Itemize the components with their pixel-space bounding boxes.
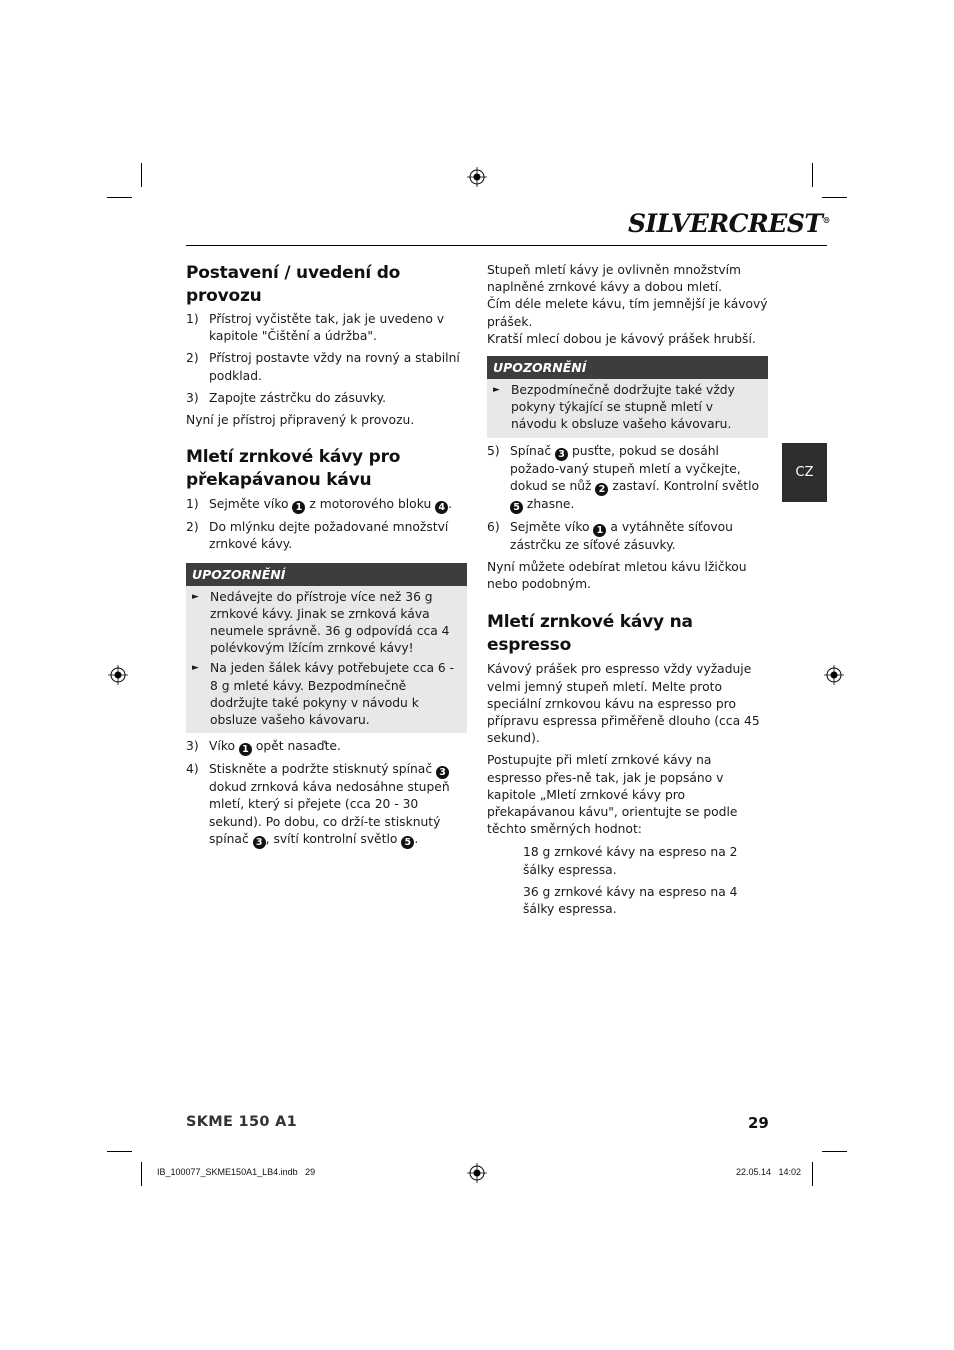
paragraph: Postupujte při mletí zrnkové kávy na espresso přes-ně tak, jak je popsáno v kapitole „Mletí zrnkové kávy pro překapávanou kávu", orientujte se podle těchto směrných hodnot: [487,753,738,837]
arrow-bullet-icon: ► [493,385,500,396]
list-text: Do mlýnku dejte požadované množství zrnkové kávy. [209,520,449,552]
list-number: 1) [186,312,199,326]
part-number-badge: 1 [593,524,606,537]
footer-model: SKME 150 A1 [186,1114,297,1130]
brand-registered-mark: ® [822,215,830,225]
list-text: Přístroj postavte vždy na rovný a stabilní podklad. [209,351,460,383]
text-span: Sejměte víko [510,519,590,534]
list-item [487,443,768,514]
list-number: 1) [186,497,199,512]
registration-mark-icon [824,665,844,685]
paragraph: Stupeň mletí kávy je ovlivněn množstvím naplněné zrnkové kávy a dobou mletí. [487,263,742,295]
crop-mark [812,163,813,187]
part-number-badge: 1 [239,743,252,756]
note-text: Nedávejte do přístroje více než 36 g zrnkové kávy. Jinak se zrnková káva neumele správně. 36 g odpovídá cca 4 polévkovým lžícím zrnkové kávy! [210,589,450,656]
guide-value: 18 g zrnkové kávy na espreso na 2 šálky espressa. [523,845,738,877]
arrow-bullet-icon: ► [192,663,199,674]
paragraph: Čím déle melete kávu, tím jemnější je kávový prášek. [487,297,768,329]
list-item [186,496,467,514]
list-number: 4) [186,762,199,777]
part-number-badge: 2 [595,483,608,496]
section-title-grinding [186,446,467,492]
part-number-badge: 4 [435,501,448,514]
warning-note-body [487,379,768,438]
header-rule [186,245,827,246]
left-column [186,262,467,849]
list-text: Zapojte zástrčku do zásuvky. [209,390,387,405]
text-span: Sejměte víko [209,497,289,512]
list-item [186,519,467,553]
list-number: 5) [487,443,500,458]
language-tab: CZ [782,443,827,502]
text-span: a vytáhněte síťovou zástrčku ze síťové zásuvky. [510,519,733,552]
text-span: dokud zrnková káva nedosáhne stupeň mletí, který si přejete (cca 20 - 30 sekund). Po dobu, co drží-te stisknutý spínač [209,780,450,846]
crop-mark [107,1151,132,1152]
warning-note-label: UPOZORNĚNÍ [186,563,467,586]
note-text: Bezpodmínečně dodržujte také vždy pokyny týkající se stupně mletí v návodu k obsluze vašeho kávovaru. [511,383,735,432]
paragraph: Nyní je přístroj připravený k provozu. [186,413,415,428]
list-text [209,761,467,849]
list-text [209,496,467,514]
list-item [186,390,467,407]
crop-mark [822,197,847,198]
paragraph: Kávový prášek pro espresso vždy vyžaduje velmi jemný stupeň mletí. Melte proto speciální zrnkovou kávu na espresso pro přípravu espressa přiměřeně dlouho (cca 45 sekund). [487,662,760,746]
list-text [209,738,467,756]
list-item [186,738,467,756]
list-number: 3) [186,390,199,405]
part-number-badge: 5 [401,836,414,849]
right-column [487,262,768,918]
crop-mark [141,163,142,187]
arrow-bullet-icon: ► [192,591,199,602]
text-span: Víko [209,739,236,754]
text-span: . [414,831,419,846]
text-span: , svítí kontrolní světlo [265,831,398,846]
note-bullet [493,382,762,434]
text-span: zhasne. [526,496,575,511]
section-title-setup: Postavení / uvedení do provozu [186,263,401,306]
part-number-badge: 1 [292,501,305,514]
brand-name: SILVERCREST [628,209,823,238]
text-span: opět nasaďte. [255,739,341,754]
page-number: 29 [748,1114,769,1132]
list-text [510,519,768,554]
paragraph: Kratší mlecí dobou je kávový prášek hrubší. [487,331,756,346]
title-line: překapávanou kávu [186,470,372,491]
note-bullet [192,589,461,658]
list-number: 6) [487,519,500,534]
text-span: Spínač [510,443,552,458]
section-title-espresso: Mletí zrnkové kávy na espresso [487,612,693,656]
registration-mark-icon [108,665,128,685]
warning-note [487,356,768,438]
part-number-badge: 5 [510,501,523,514]
warning-note-label: UPOZORNĚNÍ [487,356,768,379]
print-slug-file: IB_100077_SKME150A1_LB4.indb 29 [157,1167,316,1177]
list-number: 2) [186,520,199,535]
note-bullet [192,660,461,729]
warning-note-body [186,586,467,734]
list-text [510,443,768,514]
part-number-badge: 3 [253,836,266,849]
text-span: zastaví. Kontrolní světlo [612,478,760,493]
print-slug-date: 22.05.14 14:02 [736,1167,802,1177]
crop-mark [812,1162,813,1186]
paragraph: Nyní můžete odebírat mletou kávu lžičkou nebo podobným. [487,560,747,592]
text-span: Stiskněte a podržte stisknutý spínač [209,762,433,777]
text-span: . [448,497,453,512]
list-item [487,519,768,554]
list-item [186,761,467,849]
guide-value: 36 g zrnkové kávy na espreso na 4 šálky espressa. [523,884,738,917]
list-item [186,311,467,345]
list-number: 3) [186,739,199,754]
registration-mark-icon [467,167,487,187]
crop-mark [822,1151,847,1152]
part-number-badge: 3 [555,448,568,461]
list-number: 2) [186,351,199,366]
registration-mark-icon [467,1163,487,1183]
title-line: Mletí zrnkové kávy pro [186,447,401,468]
part-number-badge: 3 [436,766,449,779]
warning-note [186,563,467,734]
crop-mark [141,1162,142,1186]
list-text: Přístroj vyčistěte tak, jak je uvedeno v kapitole "Čištění a údržba". [209,312,445,344]
text-span: z motorového bloku [309,497,432,512]
list-item [186,350,467,384]
text-span: pusťte, pokud se dosáhl požado-vaný stupeň mletí a vyčkejte, dokud se nůž [510,443,741,493]
brand-logo [628,209,830,238]
crop-mark [107,197,132,198]
note-text: Na jeden šálek kávy potřebujete cca 6 - 8 g mleté kávy. Bezpodmínečně dodržujte také pokyny v návodu k obsluze vašeho kávovaru. [210,661,455,728]
